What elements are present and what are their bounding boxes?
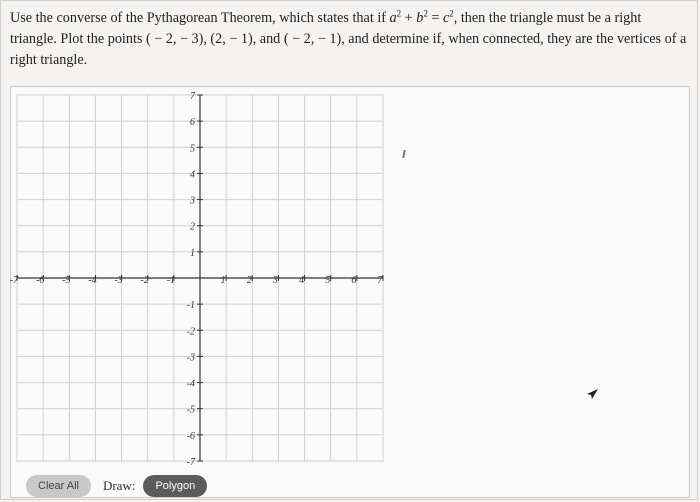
x-tick-label: 6 [351,275,357,286]
coordinate-grid[interactable] [11,87,391,467]
y-tick-label: -2 [186,326,195,338]
exp-a: 2 [396,8,402,19]
y-tick-label: -6 [186,430,195,442]
question-part2: , then the triangle must be a right triangle. Plot the points ( − 2, − 3), (2, − 1), and ( − 2, − 1), and determine if, when connected, they are the vertices of a right triangle. [10,10,687,68]
formula-c: c [442,10,450,26]
y-tick-label: -7 [186,457,195,468]
graph-toolbar [26,474,207,498]
x-tick-label: 5 [325,275,331,286]
y-tick-label: 7 [190,91,195,102]
formula-a: a [389,10,397,26]
y-tick-label: 6 [190,117,195,129]
x-tick-label: -1 [166,275,176,286]
x-tick-label: -5 [62,275,71,286]
formula-equals: = [427,10,443,26]
x-tick-label: -3 [114,275,123,286]
y-tick-label: 5 [190,143,195,155]
question-text [10,8,690,71]
polygon-tool-button[interactable]: Polygon [143,475,207,497]
y-tick-label: -3 [186,352,195,364]
question-part1: Use the converse of the Pythagorean Theorem, which states that if [10,10,390,26]
x-tick-label: -6 [35,275,45,286]
x-tick-label: 1 [220,275,226,286]
x-tick-label: 7 [377,275,383,286]
x-tick-label: -4 [88,275,97,286]
y-tick-label: 1 [190,247,195,259]
y-tick-label: 3 [190,195,195,207]
x-tick-label: -2 [140,275,149,286]
graph-area[interactable] [10,86,690,498]
formula-plus: + [401,10,417,26]
draw-label: Draw: [102,478,136,493]
exp-b: 2 [423,8,428,19]
clear-all-button[interactable]: Clear All [26,475,91,497]
exp-c: 2 [449,8,454,19]
y-tick-label: -4 [186,378,195,390]
mouse-cursor-icon [585,388,599,402]
formula-b: b [416,10,424,26]
x-tick-label: -7 [9,275,19,286]
x-tick-label: 2 [246,275,252,286]
y-tick-label: -5 [186,404,195,416]
y-tick-label: 4 [190,169,195,181]
y-tick-label: -1 [186,300,195,312]
x-tick-label: 4 [299,275,305,286]
x-tick-label: 3 [272,275,278,286]
y-tick-label: 2 [190,221,195,233]
